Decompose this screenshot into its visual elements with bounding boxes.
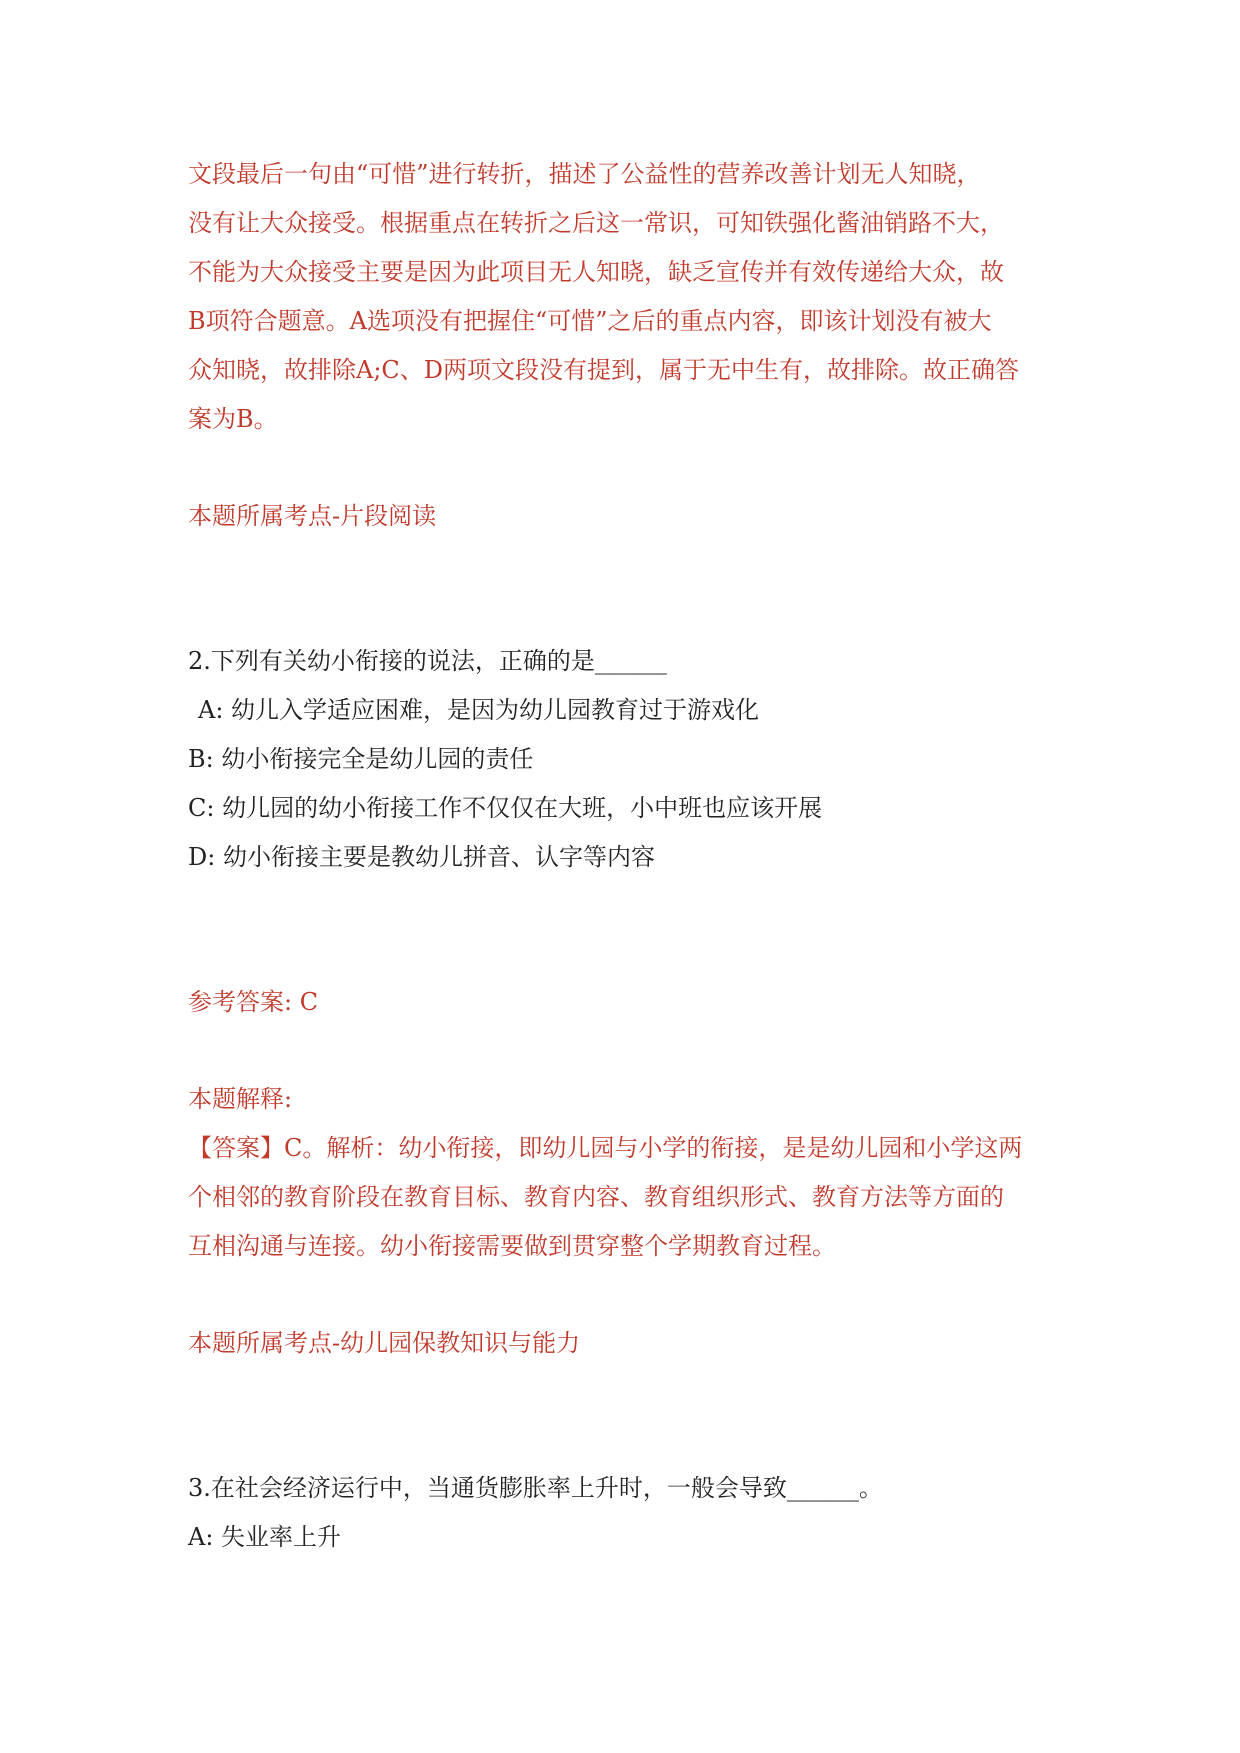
spacer <box>188 1368 1058 1464</box>
q1-topic: 本题所属考点-片段阅读 <box>188 502 437 530</box>
q2-option-d: D: 幼小衔接主要是教幼儿拼音、认字等内容 <box>188 843 655 871</box>
spacer <box>188 882 1058 978</box>
q2-option-b: B: 幼小衔接完全是幼儿园的责任 <box>188 745 534 773</box>
q1-explanation <box>188 150 1058 444</box>
document-page <box>188 150 1058 1562</box>
q2-option-a: A: 幼儿入学适应困难，是因为幼儿园教育过于游戏化 <box>198 696 760 724</box>
q3-option-a: A: 失业率上升 <box>188 1523 342 1551</box>
spacer <box>188 1271 1058 1319</box>
q2-stem: 2.下列有关幼小衔接的说法，正确的是______ <box>188 647 667 675</box>
q2-option-c: C: 幼儿园的幼小衔接工作不仅仅在大班，小中班也应该开展 <box>188 794 823 822</box>
q1-explanation-line: 没有让大众接受。根据重点在转折之后这一常识，可知铁强化酱油销路不大， <box>188 209 1004 237</box>
q2-explanation-line: 互相沟通与连接。幼小衔接需要做到贯穿整个学期教育过程。 <box>188 1232 836 1260</box>
q2-explanation <box>188 1124 1058 1271</box>
q2-topic: 本题所属考点-幼儿园保教知识与能力 <box>188 1329 581 1357</box>
q2-explanation-line: 个相邻的教育阶段在教育目标、教育内容、教育组织形式、教育方法等方面的 <box>188 1183 1004 1211</box>
q2-explanation-line: 【答案】C。解析：幼小衔接，即幼儿园与小学的衔接，是是幼儿园和小学这两 <box>188 1134 1023 1162</box>
q3-stem: 3.在社会经济运行中，当通货膨胀率上升时，一般会导致______。 <box>188 1474 883 1502</box>
question-2 <box>188 637 1058 882</box>
spacer <box>188 1027 1058 1075</box>
q1-explanation-line: 众知晓，故排除A;C、D两项文段没有提到，属于无中生有，故排除。故正确答 <box>188 356 1020 384</box>
q1-explanation-line: 案为B。 <box>188 405 278 433</box>
spacer <box>188 541 1058 637</box>
q1-explanation-line: 不能为大众接受主要是因为此项目无人知晓，缺乏宣传并有效传递给大众，故 <box>188 258 1004 286</box>
spacer <box>188 444 1058 492</box>
q1-explanation-line: B项符合题意。A选项没有把握住“可惜”之后的重点内容，即该计划没有被大 <box>188 307 992 335</box>
q2-explain-label: 本题解释: <box>188 1085 293 1113</box>
q2-answer: 参考答案: C <box>188 988 319 1016</box>
q1-explanation-line: 文段最后一句由“可惜”进行转折，描述了公益性的营养改善计划无人知晓， <box>188 160 981 188</box>
question-3 <box>188 1464 1058 1562</box>
